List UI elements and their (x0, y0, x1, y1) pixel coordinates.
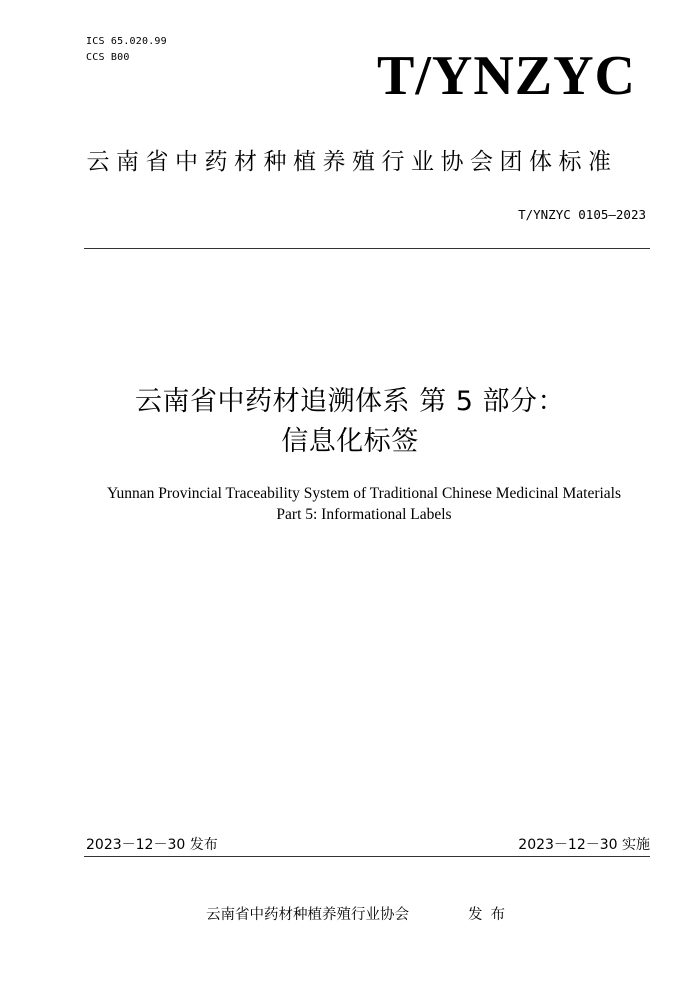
ics-code: ICS 65.020.99 (86, 36, 167, 47)
ccs-code: CCS B00 (86, 52, 130, 63)
organization-title: 云南省中药材种植养殖行业协会团体标准 (86, 149, 618, 175)
issue-date: 2023－12－30 发布 (86, 837, 218, 853)
bottom-divider (84, 856, 650, 857)
title-chinese-line2: 信息化标签 (281, 426, 419, 457)
top-divider (84, 248, 650, 249)
title-chinese-line1: 云南省中药材追溯体系 第 5 部分： (135, 386, 565, 417)
publisher-name: 云南省中药材种植养殖行业协会 (206, 907, 409, 923)
standard-logo: T/YNZYC (376, 45, 636, 107)
title-english-line2: Part 5: Informational Labels (276, 506, 452, 523)
implementation-date: 2023－12－30 实施 (518, 837, 650, 853)
publish-label: 发布 (468, 907, 513, 923)
standard-number: T/YNZYC 0105—2023 (518, 207, 646, 222)
title-english-line1: Yunnan Provincial Traceability System of Traditional Chinese Medicinal Materials (106, 485, 622, 502)
